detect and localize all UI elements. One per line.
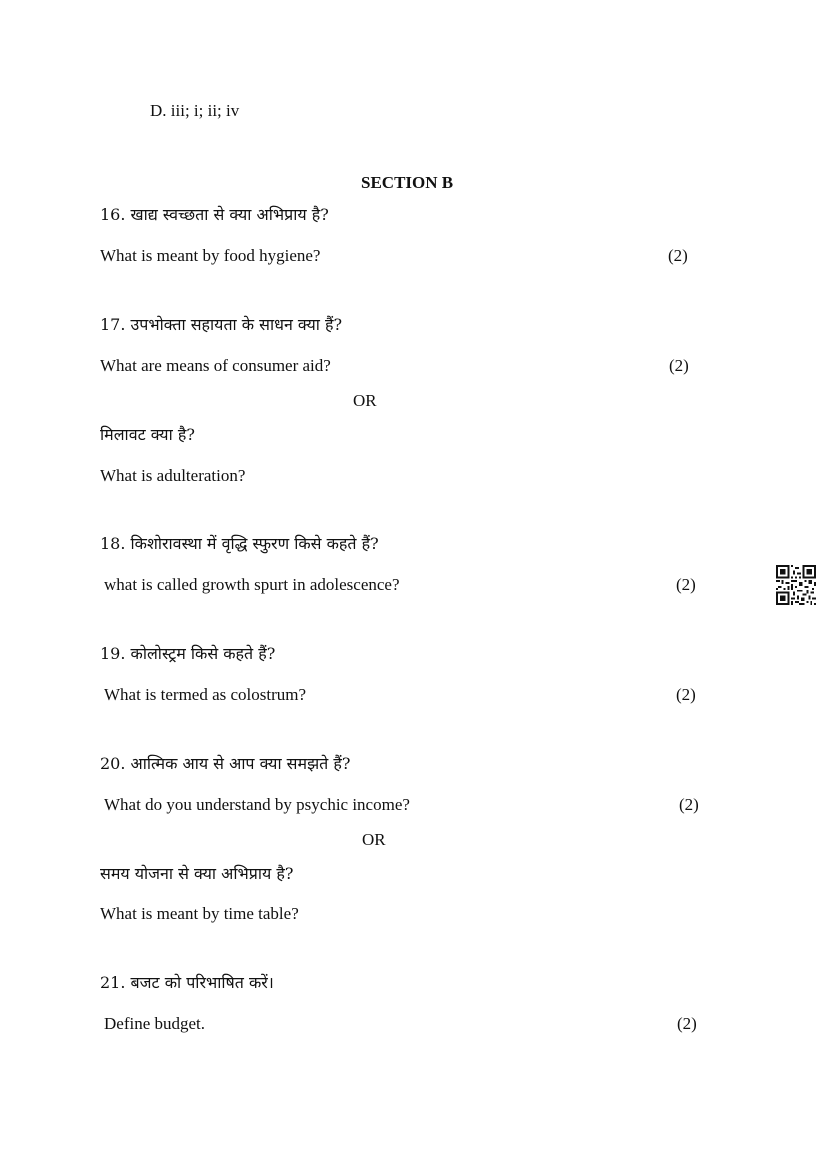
q21-hindi: 21. बजट को परिभाषित करें। [100,973,274,992]
q17-alt-hindi: मिलावट क्या है? [100,425,195,444]
previous-option-d: D. iii; i; ii; iv [150,101,240,120]
q21-marks: (2) [677,1014,697,1033]
q20-or-label: OR [362,830,386,849]
q17-or-label: OR [353,391,377,410]
q16-hindi: 16. खाद्य स्वच्छता से क्या अभिप्राय है? [100,205,329,224]
q17-hindi: 17. उपभोक्ता सहायता के साधन क्या हैं? [100,315,343,334]
q17-alt-english: What is adulteration? [100,466,246,485]
q18-marks: (2) [676,575,696,594]
qr-code-icon [776,565,816,605]
q16-marks: (2) [668,246,688,265]
q21-english: Define budget. [104,1014,206,1033]
q20-alt-english: What is meant by time table? [100,904,299,923]
q20-marks: (2) [679,795,699,814]
q17-english: What are means of consumer aid? [100,356,331,375]
q18-hindi: 18. किशोरावस्था में वृद्धि स्फुरण किसे कहते हैं? [100,534,379,553]
q16-english: What is meant by food hygiene? [100,246,321,265]
q20-english: What do you understand by psychic income? [104,795,410,814]
q17-marks: (2) [669,356,689,375]
section-title: SECTION B [361,173,454,192]
q18-english: what is called growth spurt in adolescence? [104,575,400,594]
q20-alt-hindi: समय योजना से क्या अभिप्राय है? [100,864,294,883]
q19-english: What is termed as colostrum? [104,685,307,704]
q19-marks: (2) [676,685,696,704]
q20-hindi: 20. आत्मिक आय से आप क्या समझते हैं? [100,754,351,773]
q19-hindi: 19. कोलोस्ट्रम किसे कहते हैं? [100,644,276,663]
